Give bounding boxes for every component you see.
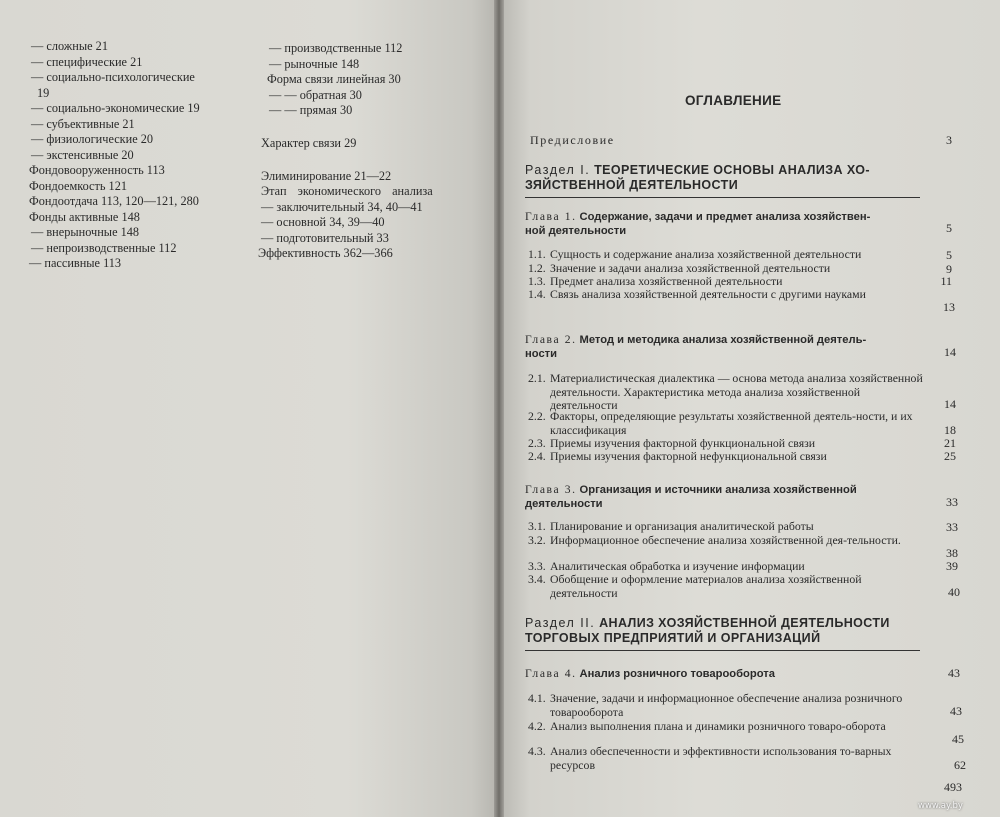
chapter-3-heading [525, 483, 925, 511]
toc-item-page: 33 [946, 520, 958, 534]
item-text: Материалистическая диалектика — основа метода анализа хозяйственной деятельности. Характеристика метода анализа хозяйственной деятельности [550, 371, 923, 412]
toc-item-page: 45 [952, 732, 964, 746]
index-entry: — пассивные 113 [29, 256, 122, 270]
section-title-line: ТЕОРЕТИЧЕСКИЕ ОСНОВЫ АНАЛИЗА ХО- [594, 163, 870, 177]
toc-item-1-4 [528, 288, 924, 302]
item-code: 1.2. [528, 261, 546, 275]
toc-item-page: 21 [944, 436, 956, 450]
item-text: Значение и задачи анализа хозяйственной деятельности [550, 261, 831, 275]
chapter-prefix: Глава 2. [525, 333, 577, 346]
item-text: Приемы изучения факторной функциональной связи [550, 436, 816, 450]
chapter-3-page: 33 [946, 495, 958, 509]
item-code: 2.3. [528, 436, 546, 450]
index-entry: Фондоемкость 121 [29, 178, 128, 193]
toc-title: ОГЛАВЛЕНИЕ [685, 93, 782, 108]
section-1-heading [525, 163, 920, 193]
section-prefix: Раздел I. [525, 163, 591, 177]
item-text: Приемы изучения факторной нефункциональной связи [550, 449, 827, 463]
index-entry: — специфические 21 [31, 54, 143, 69]
spacer [261, 119, 433, 135]
chapter-prefix: Глава 4. [525, 667, 577, 680]
chapter-title-line: Метод и методика анализа хозяйственной деятель- [579, 334, 867, 346]
item-text: Анализ обеспеченности и эффективности использования то-варных ресурсов [550, 744, 892, 772]
index-entry: — социально-экономические 19 [31, 101, 200, 115]
toc-item-page: 39 [946, 559, 958, 573]
index-entry: — подготовительный 33 [261, 230, 389, 245]
item-code: 2.1. [528, 371, 546, 385]
chapter-4-heading [525, 667, 925, 681]
item-text: Анализ выполнения плана и динамики розничного товаро-оборота [550, 719, 886, 733]
item-code: 1.4. [528, 287, 546, 301]
toc-item-page: 38 [946, 546, 958, 560]
item-code: 3.1. [528, 519, 546, 533]
toc-item-2-2 [528, 409, 924, 437]
index-entry: — заключительный 34, 40—41 [261, 199, 423, 214]
item-text: Факторы, определяющие результаты хозяйственной деятель-ности, и их классификация [550, 409, 913, 437]
chapter-title-line: Анализ розничного товарооборота [579, 668, 775, 680]
section-1-rule [525, 197, 920, 198]
toc-item-page: 18 [944, 423, 956, 437]
index-entry: — рыночные 148 [269, 56, 360, 71]
toc-item-4-2 [528, 720, 924, 734]
toc-item-page: 25 [944, 449, 956, 463]
chapter-2-page: 14 [944, 345, 956, 359]
toc-item-3-4 [528, 572, 924, 600]
chapter-title-line: деятельности [525, 498, 603, 510]
index-entry: 19 [37, 85, 50, 100]
toc-item-page: 9 [946, 262, 952, 276]
section-2-heading [525, 616, 920, 646]
index-entry: — производственные 112 [269, 41, 403, 55]
index-entry: — внерыночные 148 [31, 225, 140, 239]
item-code: 2.4. [528, 449, 546, 463]
item-text: Значение, задачи и информационное обеспечение анализа розничного товарооборота [550, 691, 903, 719]
book-gutter [494, 0, 504, 817]
index-entry: — субъективные 21 [31, 116, 135, 131]
index-entry: Эффективность 362—366 [258, 246, 393, 260]
toc-item-1-1 [528, 248, 924, 262]
chapter-title-line: ной деятельности [525, 225, 627, 237]
watermark: www.ay.by [918, 801, 963, 811]
index-column-2 [258, 41, 433, 262]
index-entry: — непроизводственные 112 [31, 240, 177, 255]
section-prefix: Раздел II. [525, 616, 596, 630]
index-entry: Фондоотдача 113, 120—121, 280 [29, 194, 199, 208]
page-number: 493 [944, 780, 962, 794]
index-entry: Этап экономического анализа [261, 184, 433, 198]
index-entry: Характер связи 29 [261, 136, 357, 150]
item-code: 3.3. [528, 559, 546, 573]
toc-item-page: 40 [948, 585, 960, 599]
toc-item-page: 11 [940, 274, 952, 288]
toc-item-page: 13 [943, 300, 955, 314]
section-2-rule [525, 650, 920, 651]
index-entry: — — обратная 30 [269, 87, 362, 102]
item-text: Предмет анализа хозяйственной деятельности [550, 274, 783, 288]
toc-item-3-2 [528, 534, 924, 548]
index-entry: — — прямая 30 [269, 103, 353, 117]
item-code: 1.1. [528, 247, 546, 261]
chapter-prefix: Глава 1. [525, 210, 577, 223]
section-title-line: ЗЯЙСТВЕННОЙ ДЕЯТЕЛЬНОСТИ [525, 178, 739, 192]
item-text: Сущность и содержание анализа хозяйственной деятельности [550, 247, 862, 261]
index-entry: Фондовооруженность 113 [29, 163, 165, 177]
item-text: Планирование и организация аналитической работы [550, 519, 814, 533]
item-text: Обобщение и оформление материалов анализа хозяйственной деятельности [550, 572, 862, 600]
chapter-1-page: 5 [946, 221, 952, 235]
chapter-title-line: ности [525, 348, 558, 360]
item-text: Информационное обеспечение анализа хозяйственной дея-тельности. [550, 533, 901, 547]
item-code: 3.2. [528, 533, 546, 547]
toc-item-2-4 [528, 450, 924, 464]
item-code: 4.2. [528, 719, 546, 733]
toc-item-2-1 [528, 371, 924, 412]
item-code: 4.3. [528, 744, 546, 758]
spacer [261, 152, 433, 169]
preface-label: Предисловие [530, 133, 615, 147]
toc-item-page: 14 [944, 397, 956, 411]
section-title-line: ТОРГОВЫХ ПРЕДПРИЯТИЙ И ОРГАНИЗАЦИЙ [525, 631, 821, 645]
item-code: 2.2. [528, 409, 546, 423]
index-entry: — физиологические 20 [31, 132, 154, 146]
toc-item-3-1 [528, 520, 924, 534]
item-text: Связь анализа хозяйственной деятельности с другими науками [550, 287, 866, 301]
index-entry: — социально-психологические [31, 70, 195, 84]
item-code: 3.4. [528, 572, 546, 586]
index-entry: — экстенсивные 20 [31, 147, 134, 162]
item-code: 1.3. [528, 274, 546, 288]
index-column-1 [31, 39, 200, 272]
toc-item-4-1 [528, 691, 924, 719]
index-entry: Элиминирование 21—22 [261, 168, 392, 183]
chapter-prefix: Глава 3. [525, 483, 577, 496]
index-entry: Фонды активные 148 [29, 209, 140, 224]
chapter-4-page: 43 [948, 666, 960, 680]
index-entry: — основной 34, 39—40 [261, 215, 385, 229]
index-entry: — сложные 21 [31, 39, 108, 53]
section-title-line: АНАЛИЗ ХОЗЯЙСТВЕННОЙ ДЕЯТЕЛЬНОСТИ [599, 616, 890, 630]
chapter-title-line: Организация и источники анализа хозяйственной [579, 484, 857, 496]
item-text: Аналитическая обработка и изучение информации [550, 559, 805, 573]
chapter-2-heading [525, 333, 925, 361]
index-entry: Форма связи линейная 30 [267, 72, 401, 86]
chapter-title-line: Содержание, задачи и предмет анализа хозяйствен- [579, 211, 871, 223]
toc-item-4-3 [528, 744, 924, 772]
chapter-1-heading [525, 210, 925, 238]
toc-item-page: 43 [950, 704, 962, 718]
item-code: 4.1. [528, 691, 546, 705]
toc-item-page: 62 [954, 758, 966, 772]
preface-page: 3 [946, 133, 952, 147]
toc-item-page: 5 [946, 248, 952, 262]
